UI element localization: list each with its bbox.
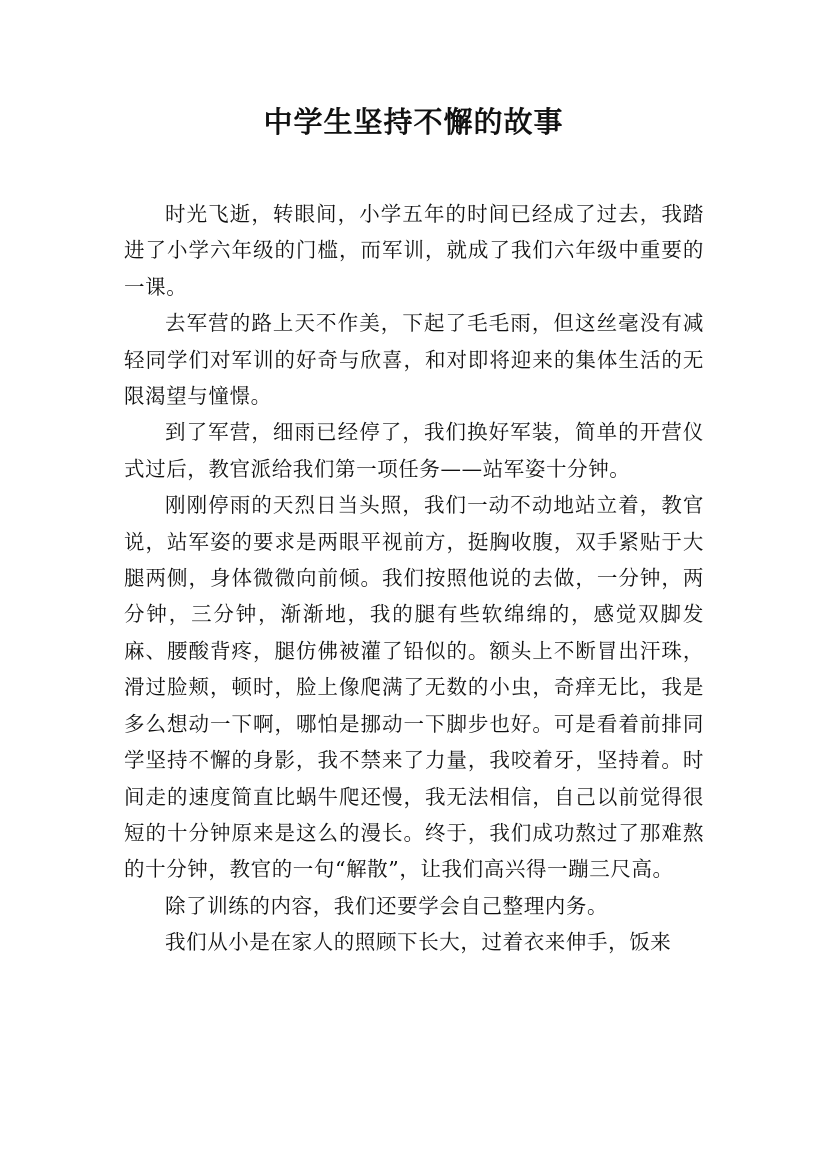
- paragraph: 时光飞逝，转眼间，小学五年的时间已经成了过去，我踏进了小学六年级的门槛，而军训，就成了我们六年级中重要的一课。: [124, 202, 704, 299]
- paragraph: 我们从小是在家人的照顾下长大，过着衣来伸手，饭来: [165, 930, 672, 955]
- paragraph: 除了训练的内容，我们还要学会自己整理内务。: [165, 893, 609, 918]
- paragraph: 去军营的路上天不作美，下起了毛毛雨，但这丝毫没有减轻同学们对军训的好奇与欣喜，和对即将迎来的集体生活的无限渴望与憧憬。: [124, 311, 704, 409]
- paragraph: 刚刚停雨的天烈日当头照，我们一动不动地站立着，教官说，站军姿的要求是两眼平视前方，挺胸收腹，双手紧贴于大腿两侧，身体微微向前倾。我们按照他说的去做，一分钟，两分钟，三分钟，渐渐地，我的腿有些软绵绵的，感觉双脚发麻、腰酸背疼，腿仿佛被灌了铅似的。额头上不断冒出汗珠，滑过脸颊，顿时，脸上像爬满了无数的小虫，奇痒无比，我是多么想动一下啊，哪怕是挪动一下脚步也好。可是看着前排同学坚持不懈的身影，我不禁来了力量，我咬着牙，坚持着。时间走的速度简直比蜗牛爬还慢，我无法相信，自己以前觉得很短的十分钟原来是这么的漫长。终于，我们成功熬过了那难熬的十分钟，教官的一句“解散”，让我们高兴得一蹦三尺高。: [124, 493, 704, 882]
- document-title: 中学生坚持不懈的故事: [263, 105, 564, 139]
- document-body: [124, 196, 704, 961]
- paragraph: 到了军营，细雨已经停了，我们换好军装，简单的开营仪式过后，教官派给我们第一项任务——站军姿十分钟。: [124, 420, 704, 481]
